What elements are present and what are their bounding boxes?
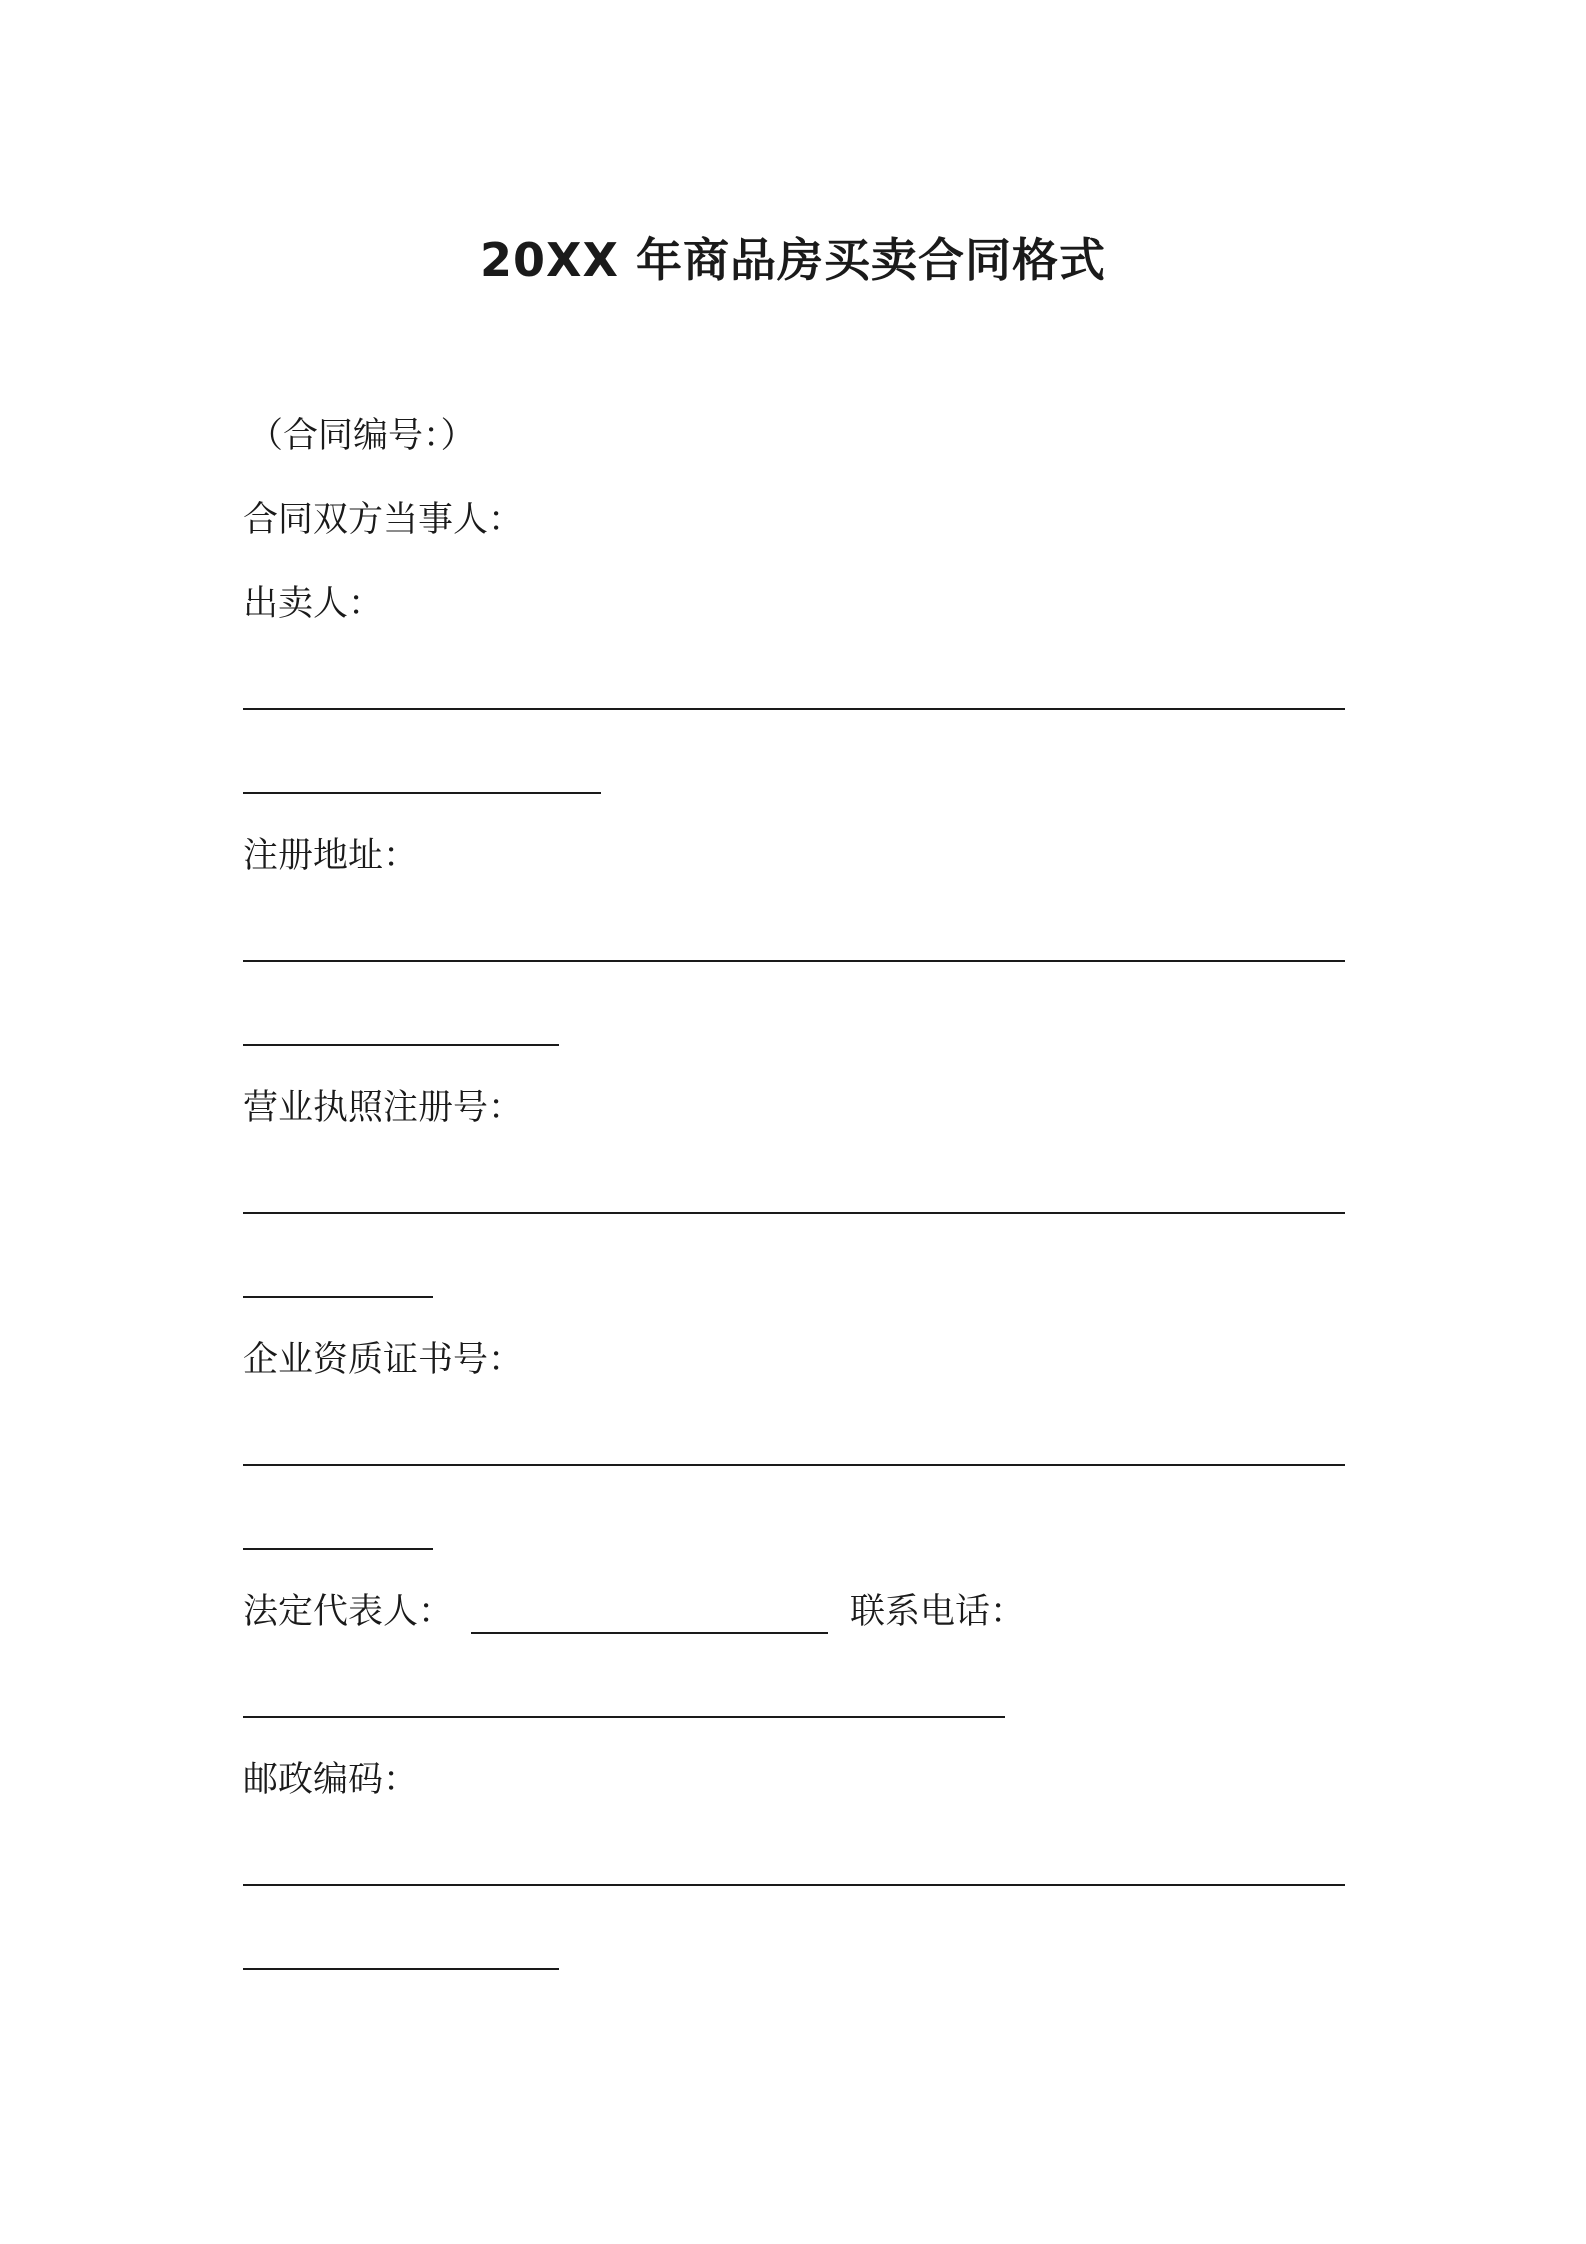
legal-rep-label: 法定代表人： (243, 1592, 454, 1632)
qualification-cert-label: 企业资质证书号： (243, 1340, 524, 1380)
contract-number-label: （合同编号：） (248, 416, 476, 456)
document-title: 20XX 年商品房买卖合同格式 (480, 233, 1106, 287)
postal-blank-line-2[interactable] (243, 1968, 559, 1970)
parties-label: 合同双方当事人： (243, 500, 524, 540)
legal-rep-blank-line[interactable] (471, 1632, 828, 1634)
cert-blank-line-2[interactable] (243, 1548, 433, 1550)
contact-phone-label: 联系电话： (850, 1592, 1026, 1632)
seller-blank-line-1[interactable] (243, 708, 1345, 710)
seller-label: 出卖人： (243, 584, 384, 624)
seller-blank-line-2[interactable] (243, 792, 601, 794)
business-license-label: 营业执照注册号： (243, 1088, 524, 1128)
address-blank-line-2[interactable] (243, 1044, 559, 1046)
postal-blank-line-1[interactable] (243, 1884, 1345, 1886)
postal-code-label: 邮政编码： (243, 1760, 419, 1800)
license-blank-line-1[interactable] (243, 1212, 1345, 1214)
cert-blank-line-1[interactable] (243, 1464, 1345, 1466)
address-blank-line-1[interactable] (243, 960, 1345, 962)
registered-address-label: 注册地址： (243, 836, 419, 876)
license-blank-line-2[interactable] (243, 1296, 433, 1298)
phone-blank-line[interactable] (243, 1716, 1005, 1718)
